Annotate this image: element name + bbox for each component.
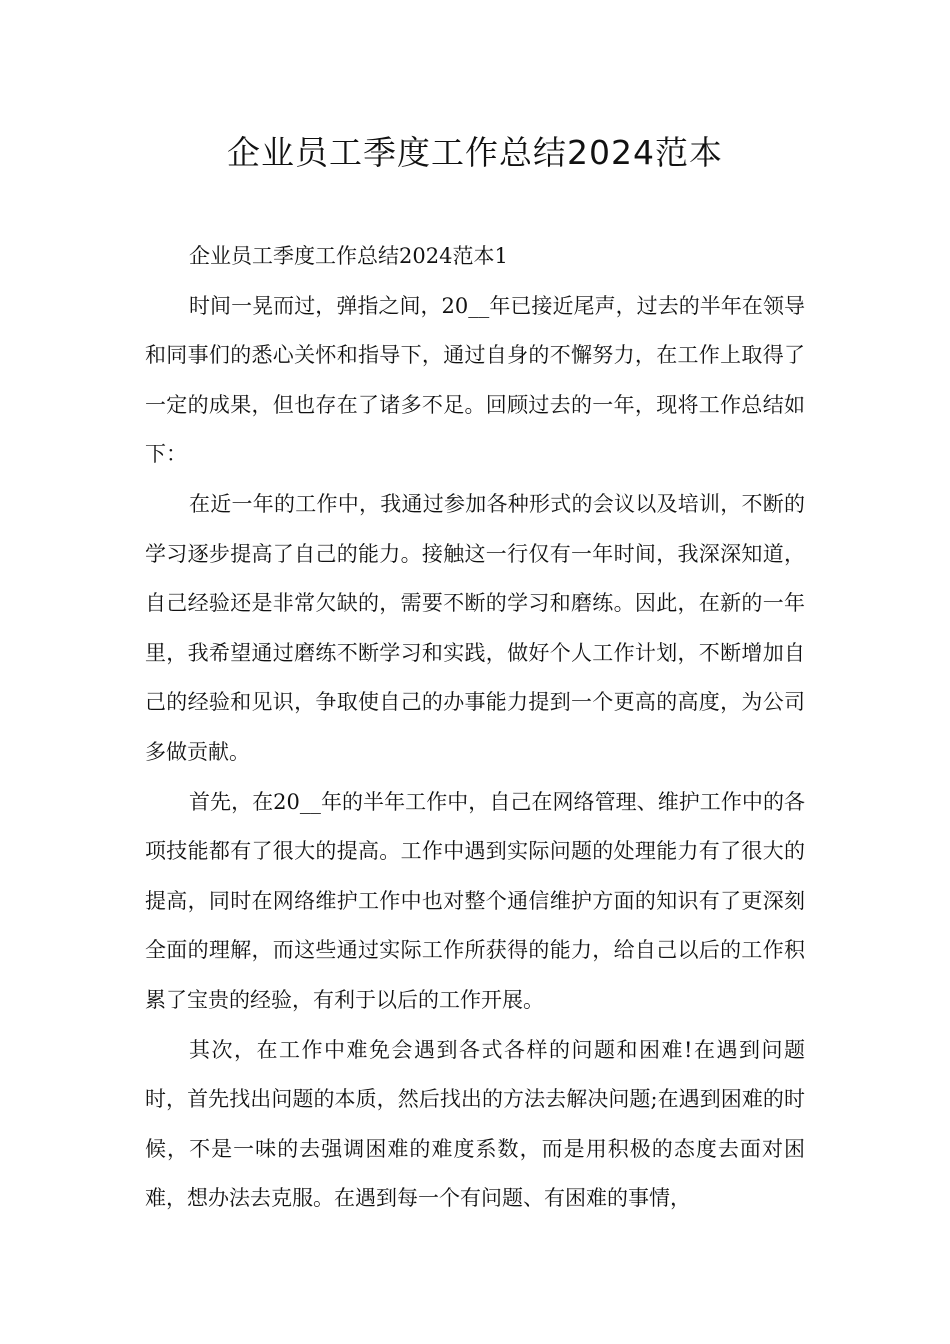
section-heading: 企业员工季度工作总结2024范本1 — [189, 244, 508, 268]
paragraph-3: 首先，在20__年的半年工作中，自己在网络管理、维护工作中的各项技能都有了很大的提高。工作中遇到实际问题的处理能力有了很大的提高，同时在网络维护工作中也对整个通信维护方面的知识有了更深刻全面的理解，而这些通过实际工作所获得的能力，给自己以后的工作积累了宝贵的经验，有利于以后的工作开展。 — [145, 789, 805, 1012]
document-body — [145, 232, 805, 1224]
paragraph-4: 其次，在工作中难免会遇到各式各样的问题和困难!在遇到问题时，首先找出问题的本质，然后找出的方法去解决问题;在遇到困难的时候，不是一味的去强调困难的难度系数，而是用积极的态度去面对困难，想办法去克服。在遇到每一个有问题、有困难的事情， — [145, 1037, 805, 1211]
paragraph-1: 时间一晃而过，弹指之间，20__年已接近尾声，过去的半年在领导和同事们的悉心关怀和指导下，通过自身的不懈努力，在工作上取得了一定的成果，但也存在了诸多不足。回顾过去的一年，现将工作总结如下： — [145, 293, 805, 467]
document-title: 企业员工季度工作总结2024范本 — [227, 133, 723, 172]
paragraph-2: 在近一年的工作中，我通过参加各种形式的会议以及培训，不断的学习逐步提高了自己的能力。接触这一行仅有一年时间，我深深知道，自己经验还是非常欠缺的，需要不断的学习和磨练。因此，在新的一年里，我希望通过磨练不断学习和实践，做好个人工作计划，不断增加自己的经验和见识，争取使自己的办事能力提到一个更高的高度，为公司多做贡献。 — [145, 491, 805, 764]
